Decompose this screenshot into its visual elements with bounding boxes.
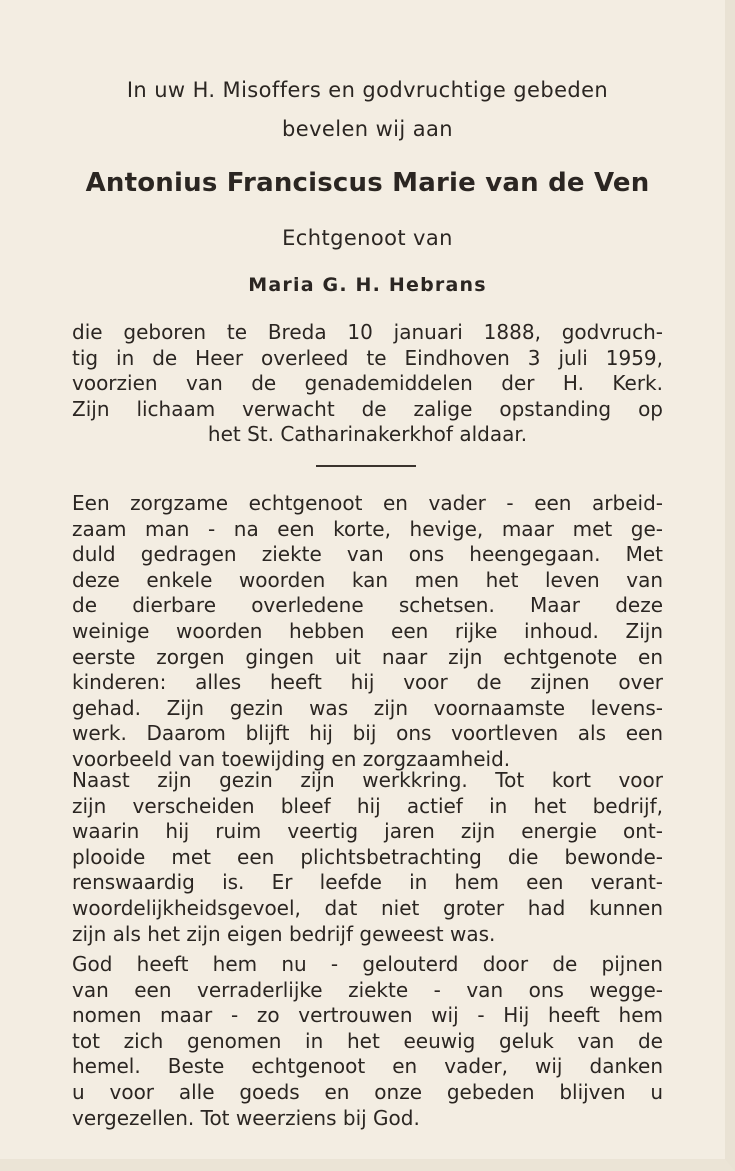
bio-line: voorzien van de genademiddelen der H. Kerk. [72, 371, 663, 396]
bio-line: Zijn lichaam verwacht de zalige opstanding op [72, 396, 663, 421]
paragraph-line: eerste zorgen gingen uit naar zijn echtgenote en [72, 644, 663, 669]
paragraph-line: van een verraderlijke ziekte - van ons wegge- [72, 977, 663, 1002]
paragraph-line: duld gedragen ziekte van ons heengegaan. Met [72, 542, 663, 567]
paragraph-line: weinige woorden hebben een rijke inhoud. Zijn [72, 618, 663, 643]
paragraph-line: nomen maar - zo vertrouwen wij - Hij heeft hem [72, 1003, 663, 1028]
bio-line: tig in de Heer overleed te Eindhoven 3 juli 1959, [72, 345, 663, 370]
paragraph-line: zijn als het zijn eigen bedrijf geweest was. [72, 921, 496, 946]
biography-block [72, 320, 663, 448]
spouse-name: Maria G. H. Hebrans [248, 274, 487, 296]
divider-line [316, 465, 416, 467]
bio-line: het St. Catharinakerkhof aldaar. [207, 422, 528, 447]
paragraph-2 [72, 768, 663, 947]
bio-line: die geboren te Breda 10 januari 1888, godvruch- [72, 320, 663, 344]
paragraph-line: tot zich genomen in het eeuwig geluk van de [72, 1028, 663, 1053]
paragraph-line: deze enkele woorden kan men het leven van [72, 567, 663, 592]
deceased-name: Antonius Franciscus Marie van de Ven [85, 168, 650, 198]
paragraph-line: Een zorgzame echtgenoot en vader - een arbeid- [72, 491, 663, 515]
paragraph-line: Naast zijn gezin zijn werkkring. Tot kort voor [72, 768, 663, 792]
relation-label: Echtgenoot van [282, 226, 453, 250]
paragraph-line: zijn verscheiden bleef hij actief in het bedrijf, [72, 793, 663, 818]
intro-line-1: In uw H. Misoffers en godvruchtige gebeden [126, 78, 609, 102]
paragraph-1 [72, 491, 663, 773]
paragraph-line: woordelijkheidsgevoel, dat niet groter had kunnen [72, 895, 663, 920]
paragraph-line: waarin hij ruim veertig jaren zijn energie ont- [72, 819, 663, 844]
paragraph-line: gehad. Zijn gezin was zijn voornaamste levens- [72, 695, 663, 720]
paragraph-line: hemel. Beste echtgenoot en vader, wij danken [72, 1054, 663, 1079]
paragraph-line: u voor alle goeds en onze gebeden blijven u [72, 1079, 663, 1104]
paragraph-line: zaam man - na een korte, hevige, maar met ge- [72, 516, 663, 541]
paragraph-line: voorbeeld van toewijding en zorgzaamheid. [72, 746, 511, 771]
paragraph-line: de dierbare overledene schetsen. Maar deze [72, 593, 663, 618]
paragraph-line: vergezellen. Tot weerziens bij God. [72, 1105, 420, 1130]
paragraph-3 [72, 952, 663, 1131]
paragraph-line: werk. Daarom blijft hij bij ons voortleven als een [72, 721, 663, 746]
paragraph-line: plooide met een plichtsbetrachting die bewonde- [72, 844, 663, 869]
paragraph-line: kinderen: alles heeft hij voor de zijnen over [72, 670, 663, 695]
paragraph-line: God heeft hem nu - gelouterd door de pijnen [72, 952, 663, 976]
intro-line-2: bevelen wij aan [282, 117, 453, 141]
paragraph-line: renswaardig is. Er leefde in hem een verant- [72, 870, 663, 895]
